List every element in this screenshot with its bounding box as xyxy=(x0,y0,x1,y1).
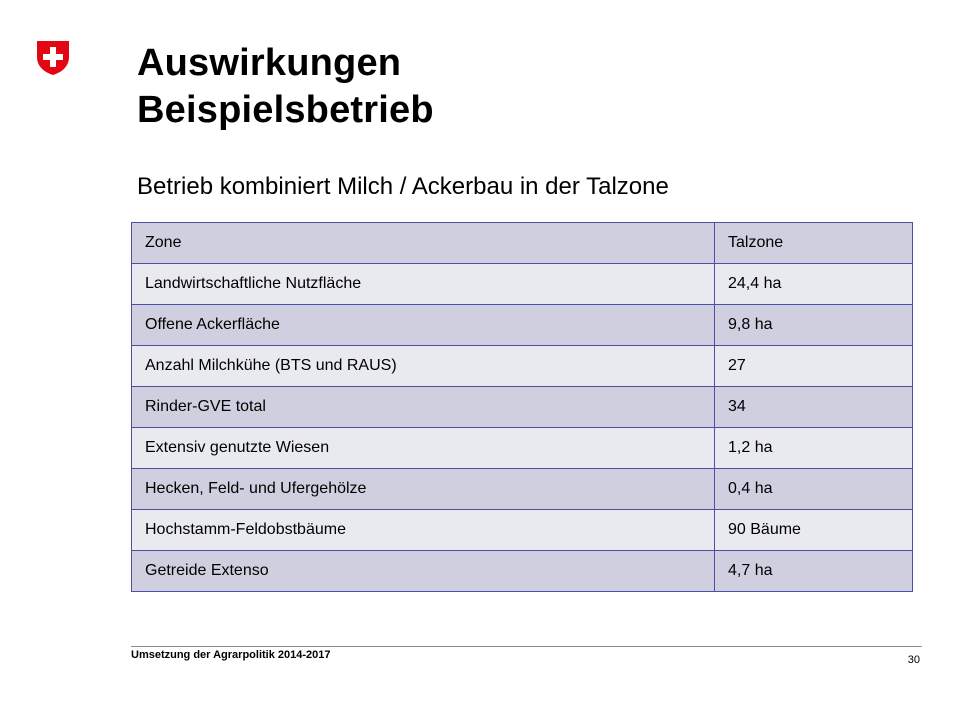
page-title-line-2: Beispielsbetrieb xyxy=(137,89,434,131)
row-value: 9,8 ha xyxy=(715,305,913,346)
row-label: Zone xyxy=(132,223,715,264)
table-row xyxy=(132,346,913,387)
row-label: Hochstamm-Feldobstbäume xyxy=(132,510,715,551)
table-row xyxy=(132,264,913,305)
table-row xyxy=(132,428,913,469)
row-label: Anzahl Milchkühe (BTS und RAUS) xyxy=(132,346,715,387)
row-value: 90 Bäume xyxy=(715,510,913,551)
row-value: 0,4 ha xyxy=(715,469,913,510)
row-label: Offene Ackerfläche xyxy=(132,305,715,346)
row-value: 34 xyxy=(715,387,913,428)
row-value: 1,2 ha xyxy=(715,428,913,469)
row-value: Talzone xyxy=(715,223,913,264)
table-row xyxy=(132,469,913,510)
farm-data-table xyxy=(131,222,913,592)
page-number: 30 xyxy=(907,654,920,666)
footer-divider xyxy=(131,646,922,647)
row-value: 24,4 ha xyxy=(715,264,913,305)
page-title-line-1: Auswirkungen xyxy=(137,42,402,84)
row-label: Extensiv genutzte Wiesen xyxy=(132,428,715,469)
table-row xyxy=(132,387,913,428)
row-label: Hecken, Feld- und Ufergehölze xyxy=(132,469,715,510)
page-subtitle: Betrieb kombiniert Milch / Ackerbau in der Talzone xyxy=(137,173,669,200)
footer-text: Umsetzung der Agrarpolitik 2014-2017 xyxy=(131,649,331,661)
swiss-cross-shield-icon xyxy=(36,40,70,76)
table-row xyxy=(132,551,913,592)
row-value: 4,7 ha xyxy=(715,551,913,592)
table-row xyxy=(132,510,913,551)
row-label: Rinder-GVE total xyxy=(132,387,715,428)
row-value: 27 xyxy=(715,346,913,387)
row-label: Getreide Extenso xyxy=(132,551,715,592)
page-title xyxy=(137,40,434,134)
row-label: Landwirtschaftliche Nutzfläche xyxy=(132,264,715,305)
table-row xyxy=(132,223,913,264)
table-row xyxy=(132,305,913,346)
